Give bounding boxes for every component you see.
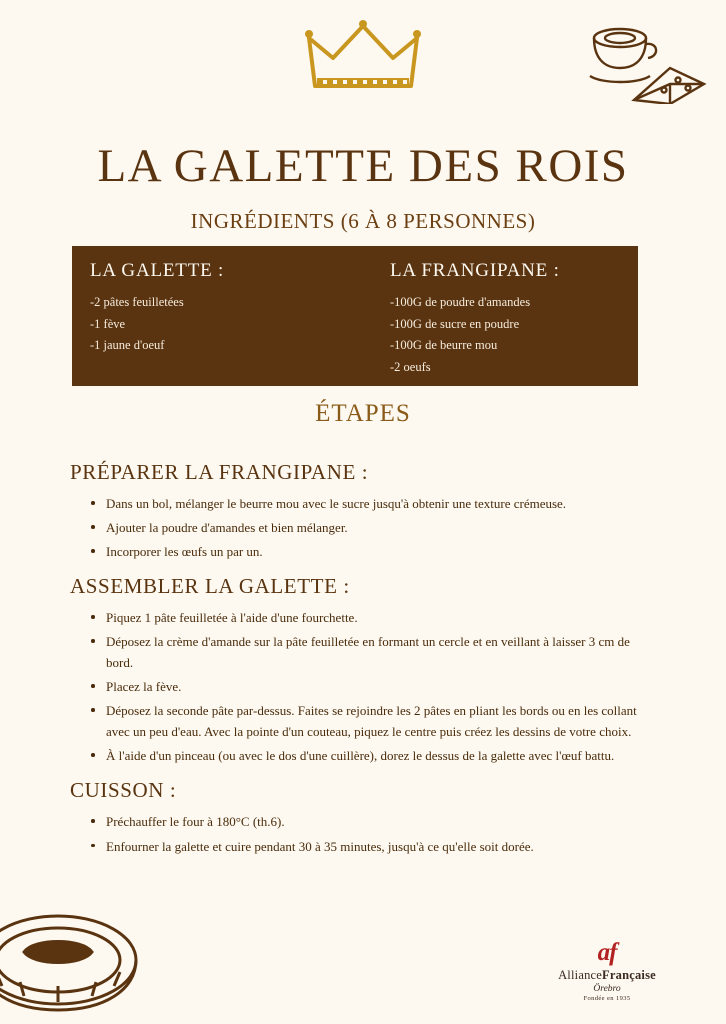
logo-founded: Fondée en 1935	[583, 995, 631, 1002]
list-item: Ajouter la poudre d'amandes et bien mélanger.	[104, 517, 656, 538]
ingredient-item: -2 pâtes feuilletées	[90, 295, 184, 309]
list-item: Déposez la seconde pâte par-dessus. Faites se rejoindre les 2 pâtes en pliant les bords ou en les collant avec un peu d'eau. Avec la pointe d'un couteau, piquez le centre puis créez les dessins de votre choix.	[104, 700, 656, 742]
list-item: À l'aide d'un pinceau (ou avec le dos d'une cuillère), dorez le dessus de la galette avec l'œuf battu.	[104, 745, 656, 766]
logo-name-light: Alliance	[558, 968, 603, 982]
page-title: LA GALETTE DES ROIS	[97, 140, 629, 193]
logo-name-bold: Française	[602, 968, 656, 982]
logo-city: Örebro	[593, 984, 621, 994]
logo-mark: af	[597, 939, 617, 966]
ingredients-panel	[72, 246, 638, 386]
ingredient-item: -100G de sucre en poudre	[390, 316, 520, 331]
ingredient-item: -2 oeufs	[390, 359, 431, 374]
ingredients-column-title: LA GALETTE :	[90, 260, 225, 281]
list-item: Enfourner la galette et cuire pendant 30 à 35 minutes, jusqu'à ce qu'elle soit dorée.	[104, 836, 656, 857]
steps-content	[70, 448, 656, 861]
ingredient-item: -1 fève	[90, 316, 126, 331]
ingredients-column-frangipane	[320, 260, 620, 376]
step-list-assembler-galette	[70, 607, 656, 766]
ingredients-column-title: LA FRANGIPANE :	[390, 260, 560, 281]
ingredients-column-galette	[90, 260, 320, 376]
list-item: Piquez 1 pâte feuilletée à l'aide d'une fourchette.	[104, 607, 656, 628]
ingredient-item: -100G de poudre d'amandes	[390, 295, 531, 309]
section-title-assembler-galette: ASSEMBLER LA GALETTE :	[70, 574, 350, 599]
ingredient-item: -1 jaune d'oeuf	[90, 338, 165, 352]
list-item: Incorporer les œufs un par un.	[104, 541, 656, 562]
list-item: Placez la fève.	[104, 676, 656, 697]
step-list-cuisson	[70, 811, 656, 856]
coffee-and-pastry-icon	[578, 14, 708, 104]
section-title-preparer-frangipane: PRÉPARER LA FRANGIPANE :	[70, 460, 369, 484]
section-title-cuisson: CUISSON :	[70, 778, 177, 803]
list-item: Dans un bol, mélanger le beurre mou avec le sucre jusqu'à obtenir une texture crémeuse.	[104, 493, 656, 514]
crown-icon	[303, 18, 423, 98]
list-item: Préchauffer le four à 180°C (th.6).	[104, 811, 656, 832]
list-item: Déposez la crème d'amande sur la pâte feuilletée en formant un cercle et en veillant à laisser 3 cm de bord.	[104, 631, 656, 673]
logo-name	[532, 968, 682, 983]
steps-heading: ÉTAPES	[315, 400, 411, 427]
alliance-francaise-logo	[532, 940, 682, 1002]
step-list-preparer-frangipane	[70, 493, 656, 562]
ingredient-item: -100G de beurre mou	[390, 338, 498, 352]
ingredients-heading: INGRÉDIENTS (6 À 8 PERSONNES)	[190, 209, 536, 233]
galette-illustration	[0, 886, 172, 1024]
